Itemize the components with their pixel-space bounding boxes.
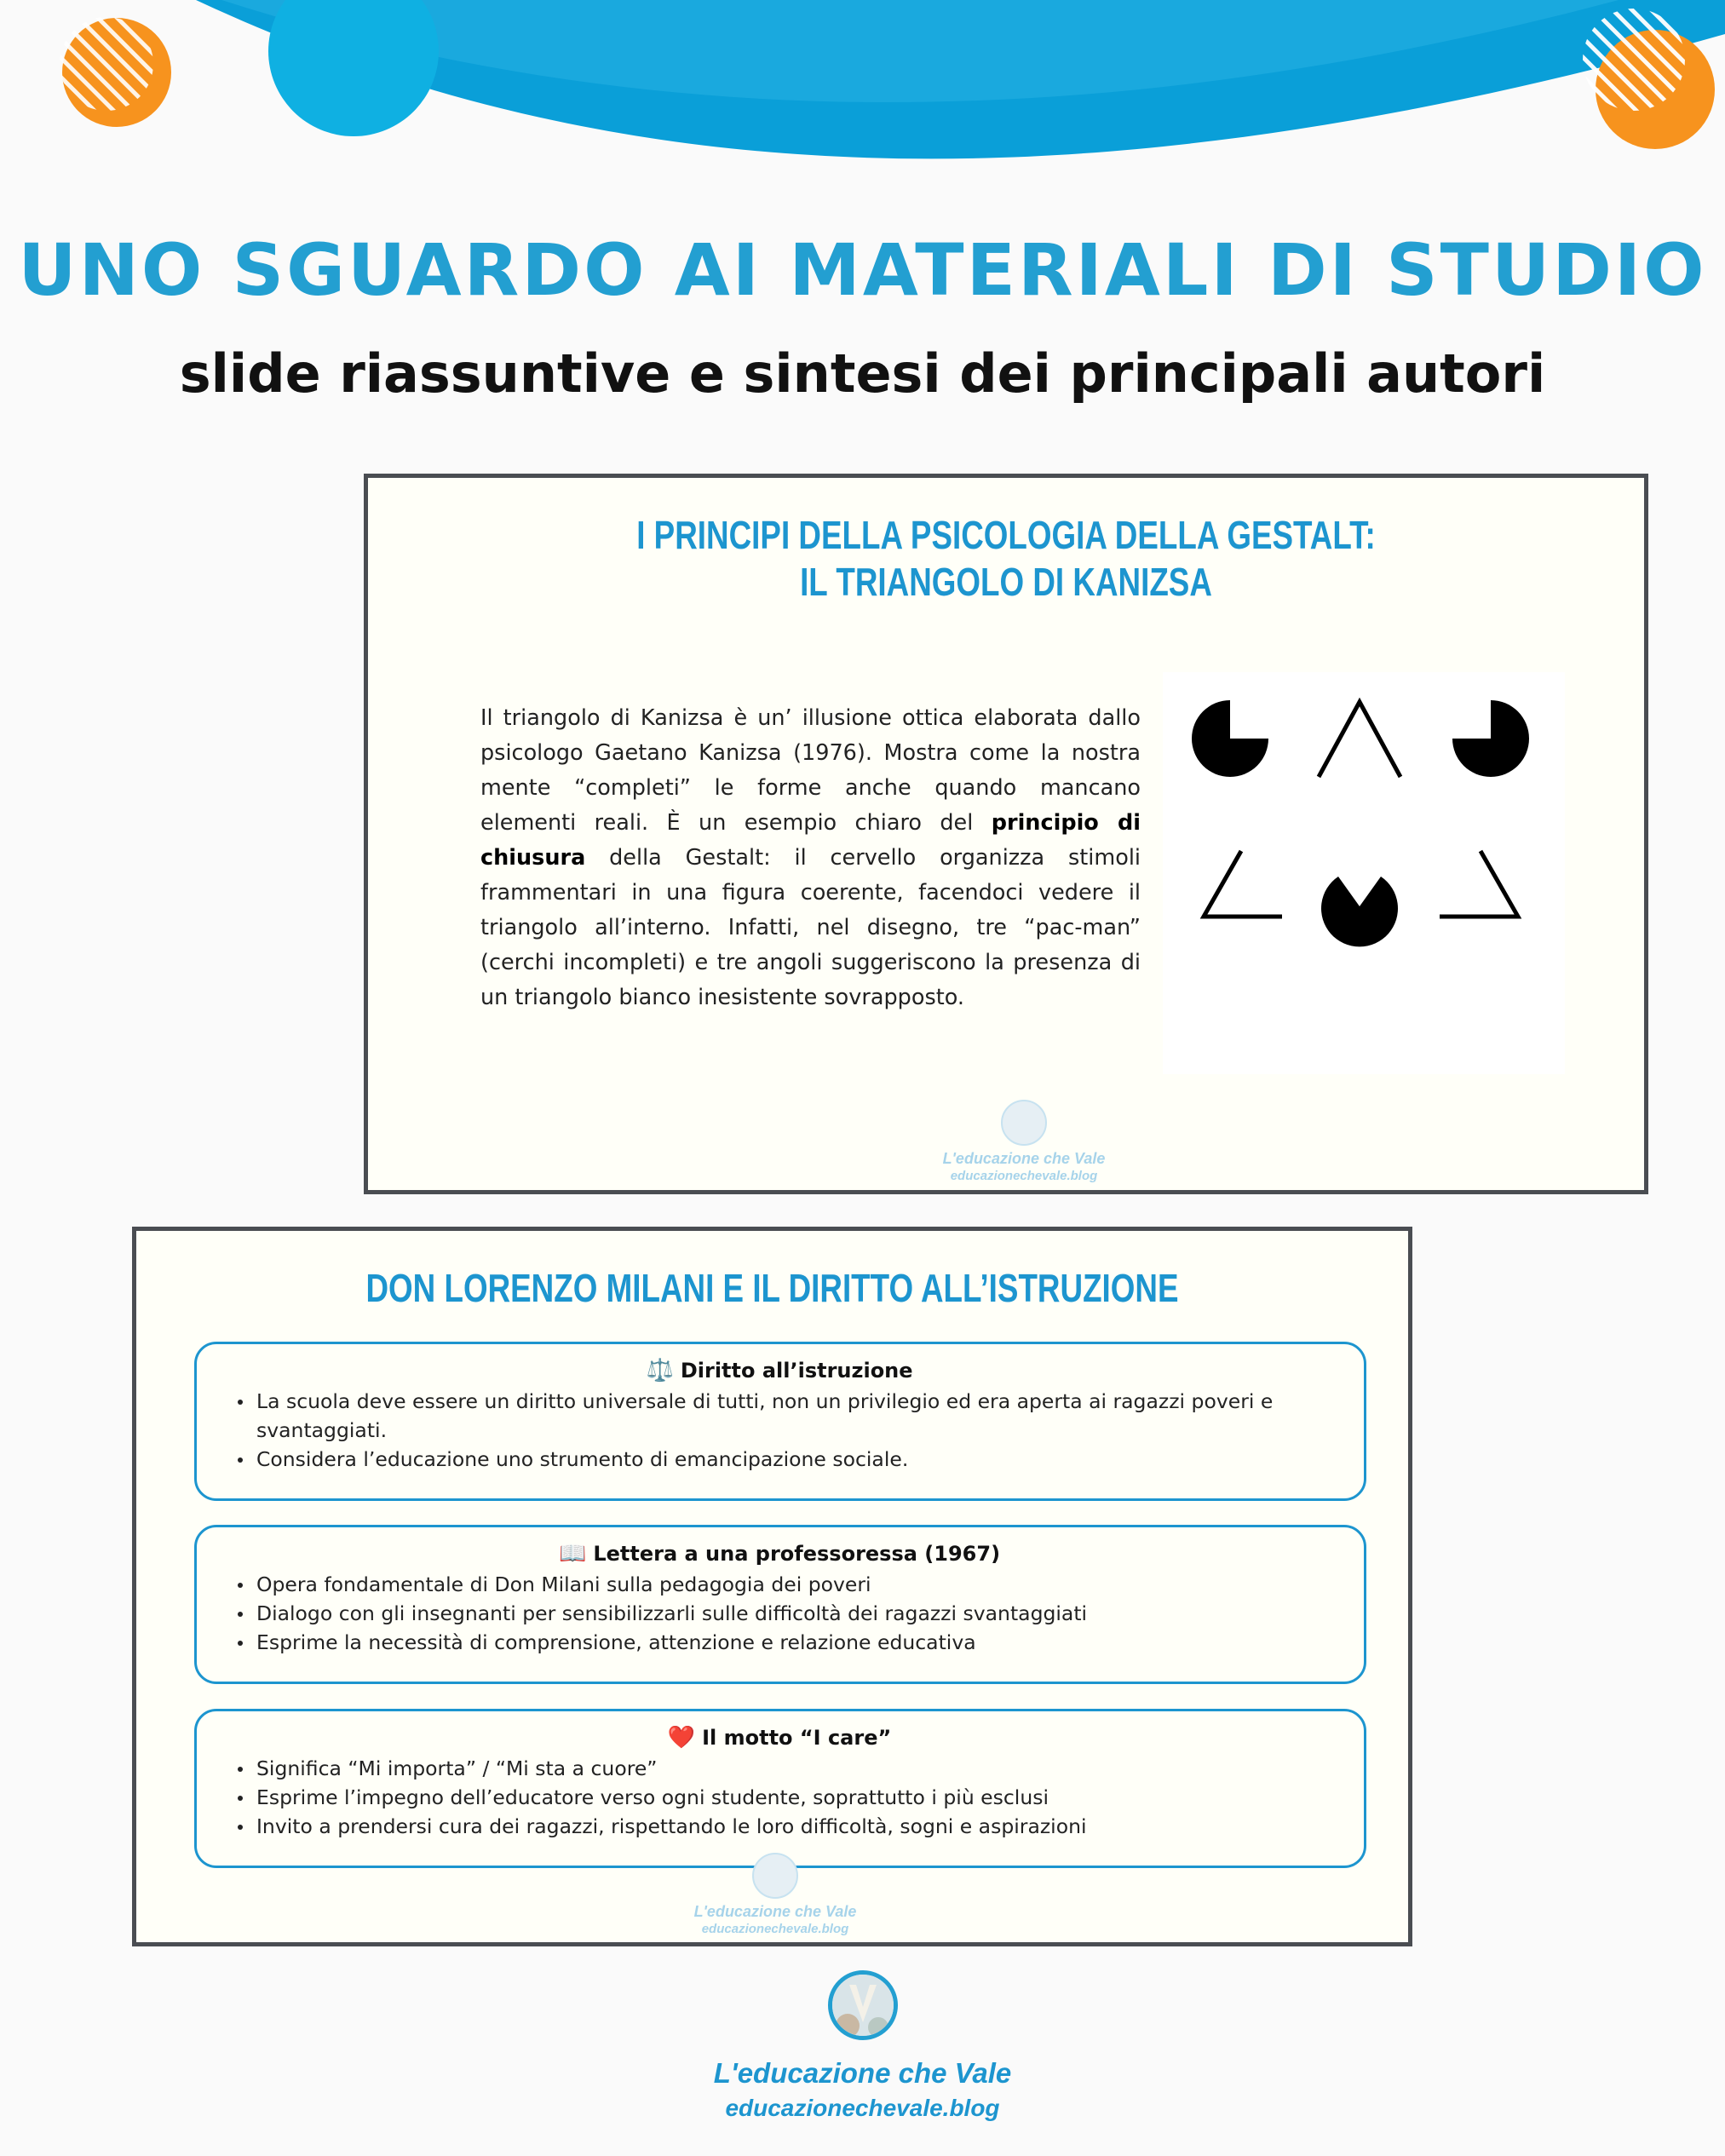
list-item: Dialogo con gli insegnanti per sensibilizzarli sulle difficoltà dei ragazzi svantaggiati (256, 1599, 1333, 1628)
list-item: Opera fondamentale di Don Milani sulla pedagogia dei poveri (256, 1570, 1333, 1599)
list-item: Invito a prendersi cura dei ragazzi, rispettando le loro difficoltà, sogni e aspirazioni (256, 1812, 1333, 1841)
list-item: Esprime l’impegno dell’educatore verso ogni studente, soprattutto i più esclusi (256, 1783, 1333, 1812)
kanizsa-text-part-2: della Gestalt: il cervello organizza stimoli frammentari in una figura coerente, facendoci vedere il triangolo all’interno. Infatti, nel disegno, tre “pac-man” (cerchi incompleti) e tre angoli suggeriscono la presenza di un triangolo bianco inesistente sovrapposto. (480, 845, 1141, 1010)
box-list (226, 1754, 1333, 1841)
page-subtitle: slide riassuntive e sintesi dei principali autori (179, 342, 1546, 405)
slide-gestalt (364, 474, 1648, 1194)
box-heading-text: Il motto “I care” (702, 1726, 892, 1750)
slide-gestalt-title (496, 512, 1516, 606)
watermark-name: L'educazione che Vale (693, 1903, 857, 1920)
watermark-logo-icon (1001, 1100, 1047, 1146)
list-item: Considera l’educazione uno strumento di emancipazione sociale. (256, 1445, 1333, 1474)
slide-gestalt-title-line-2: IL TRIANGOLO DI KANIZSA (800, 560, 1212, 604)
box-list (226, 1387, 1333, 1474)
slide-milani-title: DON LORENZO MILANI E IL DIRITTO ALL’ISTRUZIONE (365, 1266, 1179, 1310)
list-item: La scuola deve essere un diritto universale di tutti, non un privilegio ed era aperta ai ragazzi poveri e svantaggiati. (256, 1387, 1333, 1445)
list-item: Esprime la necessità di comprensione, attenzione e relazione educativa (256, 1628, 1333, 1657)
slide-gestalt-title-line-1: I PRINCIPI DELLA PSICOLOGIA DELLA GESTALT: (636, 513, 1376, 557)
brand-logo-icon (828, 1970, 898, 2040)
slide-milani (132, 1227, 1412, 1946)
footer-website-link[interactable]: educazionechevale.blog (725, 2095, 1000, 2121)
slide-gestalt-watermark (896, 1100, 1152, 1185)
box-lettera-professoressa (194, 1525, 1366, 1684)
watermark-url: educazionechevale.blog (950, 1169, 1098, 1183)
open-book-icon: 📖 (558, 1541, 587, 1567)
slide-milani-watermark (647, 1853, 903, 1938)
page-title: UNO SGUARDO AI MATERIALI DI STUDIO (18, 228, 1707, 312)
box-heading-text: Lettera a una professoressa (1967) (593, 1542, 1001, 1566)
watermark-name: L'educazione che Vale (942, 1150, 1106, 1167)
box-heading (226, 1356, 1333, 1385)
header-decoration (0, 0, 1725, 204)
footer-brand-name: L'educazione che Vale (713, 2057, 1012, 2089)
kanizsa-text-part-1: Il triangolo di Kanizsa è un’ illusione ottica elaborata dallo psicologo Gaetano Kanizsa (1976). Mostra come la nostra mente “completi” le forme anche quando mancano elementi reali. È un esempio chiaro del (480, 705, 1141, 836)
scales-of-justice-icon: ⚖️ (646, 1358, 674, 1383)
box-list (226, 1570, 1333, 1657)
kanizsa-triangle-illustration (1163, 672, 1565, 1074)
list-item: Significa “Mi importa” / “Mi sta a cuore” (256, 1754, 1333, 1783)
kanizsa-text-bold: principio di chiusura (480, 810, 1141, 871)
watermark-url: educazionechevale.blog (701, 1922, 849, 1936)
box-heading-text: Diritto all’istruzione (680, 1359, 913, 1383)
red-heart-icon: ❤️ (667, 1725, 696, 1751)
box-heading (226, 1723, 1333, 1752)
kanizsa-description (480, 701, 1141, 1015)
box-i-care (194, 1709, 1366, 1868)
box-heading (226, 1539, 1333, 1568)
watermark-logo-icon (752, 1853, 798, 1899)
box-diritto-istruzione (194, 1342, 1366, 1501)
footer (0, 1970, 1725, 2122)
